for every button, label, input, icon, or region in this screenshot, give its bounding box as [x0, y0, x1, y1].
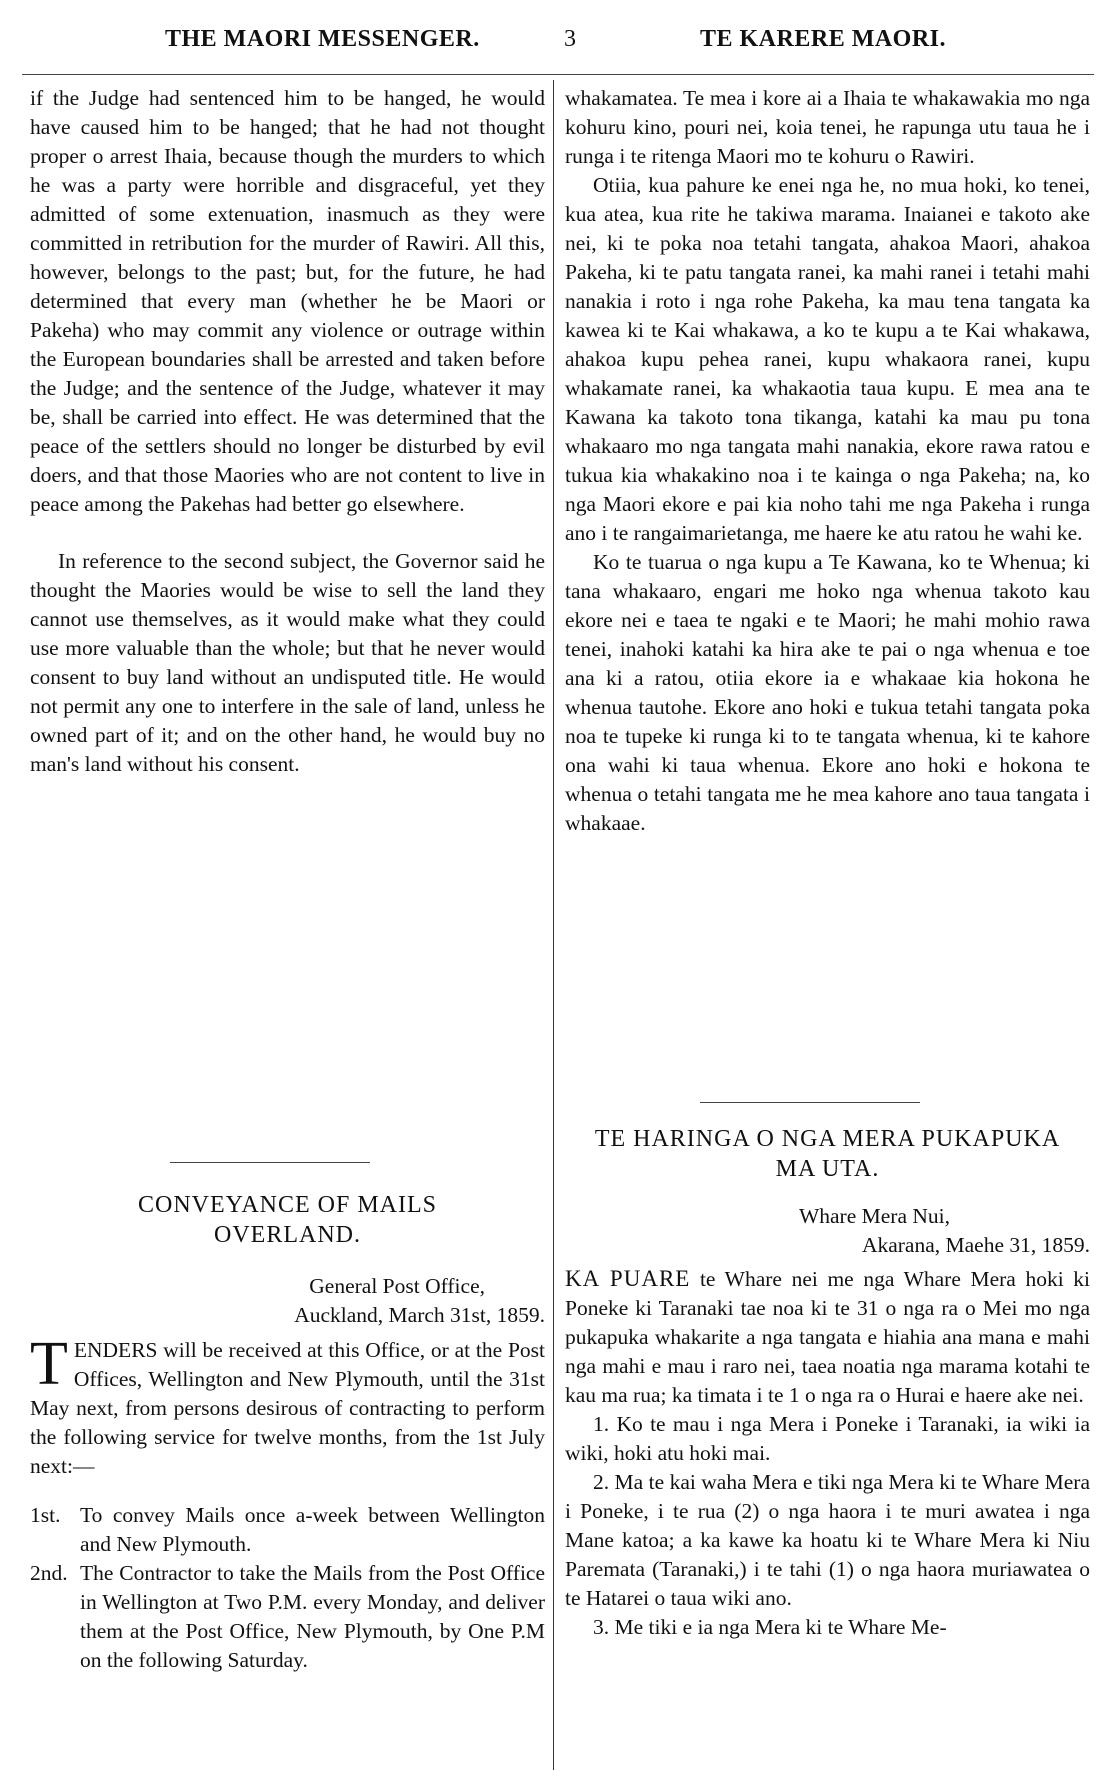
mails-body-text: ENDERS will be received at this Office, or at the Post Offices, Wellington and New Plymouth, until the 31st May next, from persons desirous of contracting to perform the following service for twelve months, from the 1st July next:—	[30, 1338, 545, 1478]
mera-notice	[565, 1124, 1090, 1642]
list-item: 3. Me tiki e ia nga Mera ki te Whare Me-	[593, 1615, 947, 1639]
page-header	[0, 26, 1114, 66]
section-rule-right	[700, 1102, 920, 1103]
mails-office: General Post Office,	[309, 1274, 485, 1298]
mails-conditions-list	[30, 1501, 545, 1675]
mera-lead: KA PUARE	[565, 1266, 691, 1291]
article-maori-paragraph-3: Ko te tuarua o nga kupu a Te Kawana, ko te Whenua; ki tana whakaaro, engari me hoko nga whenua takoto kau ekore nei e taea te ngaki e te Maori; he mahi mohio rawa tenei, inahoki katahi ka hira ake te pai o nga whenua e toe ana ki a ratou, otiia ekore ia e whakaae kia hokona he whenua tautohe. Ekore ano hoki e tukua tetahi tangata poka noa te tupeke ki runga ki to te tangata whenua, ki te kahore ona wahi ki taua whenua. Ekore ano hoki e hokona te whenua o tetahi tangata me he mea kahore ano taua tangata i whakaae.	[565, 550, 1090, 835]
mera-body-text: te Whare nei me nga Whare Mera hoki ki Poneke ki Taranaki tae noa ki te 31 o nga ra o Mei mo nga pukapuka whakarite a nga tangata e hiahia ana mana e mahi nga mahi e mau i raro nei, taea noatia nga marama kotahi te kau ma rua; ka timata i te 1 o nga ra o Hurai e haere ake nei.	[565, 1267, 1091, 1407]
list-item-text: The Contractor to take the Mails from the Post Office in Wellington at Two P.M. every Monday, and deliver them at the Post Office, New Plymouth, by One P.M on the following Saturday.	[80, 1561, 545, 1672]
list-item	[30, 1559, 545, 1675]
column-divider	[553, 80, 554, 1770]
list-item-text: To convey Mails once a-week between Wellington and New Plymouth.	[80, 1503, 545, 1556]
list-item: 2. Ma te kai waha Mera e tiki nga Mera ki te Whare Mera i Poneke, i te rua (2) o nga haora i te muri awatea i nga Mane katoa; a ka kawe ka hoatu ki te Whare Mera ki Niu Paremata (Taranaki,) i te tahi (1) o nga haora muriawatea o te Hatarei o taua wiki ano.	[565, 1470, 1090, 1610]
header-rule	[22, 74, 1094, 75]
mails-place-date: Auckland, March 31st, 1859.	[294, 1303, 545, 1327]
drop-cap: T	[30, 1330, 68, 1398]
mails-notice-title: CONVEYANCE OF MAILS OVERLAND.	[137, 1192, 438, 1248]
mails-body	[30, 1330, 545, 1481]
mera-office: Whare Mera Nui,	[798, 1204, 950, 1228]
mera-body	[565, 1264, 1090, 1410]
right-column	[565, 84, 1090, 838]
section-rule-left	[170, 1162, 370, 1163]
header-english-title: THE MAORI MESSENGER.	[165, 26, 480, 52]
list-item-number: 1st.	[30, 1503, 61, 1527]
article-continuation-english: if the Judge had sentenced him to be hanged, he would have caused him to be hanged; that he had not thought proper o arrest Ihaia, because though the murders to which he was a party were horrible and disgraceful, yet they admitted of some extenuation, inasmuch as they were committed in retribution for the murder of Rawiri. All this, however, belongs to the past; but, for the future, he had determined that every man (whether he be Maori or Pakeha) who may commit any violence or outrage within the European boundaries shall be arrested and taken before the Judge; and the sentence of the Judge, whatever it may be, shall be carried into effect. He was determined that the peace of the settlers should no longer be disturbed by evil doers, and that those Maories who are not content to live in peace among the Pakehas had better go elsewhere.	[30, 86, 545, 516]
list-item-number: 2nd.	[30, 1561, 68, 1585]
mera-place-date: Akarana, Maehe 31, 1859.	[861, 1233, 1090, 1257]
article-land-paragraph: In reference to the second subject, the Governor said he thought the Maories would be wise to sell the land they cannot use themselves, as it would make what they could use more valuable than the whole; but that he never would consent to buy land without an undisputed title. He would not permit any one to interfere in the sale of land, unless he owned part of it; and on the other hand, he would buy no man's land without his consent.	[30, 549, 545, 776]
list-item	[30, 1501, 545, 1559]
mera-notice-title: TE HARINGA O NGA MERA PUKAPUKA MA UTA.	[594, 1126, 1061, 1182]
article-maori-paragraph-2: Otiia, kua pahure ke enei nga he, no mua hoki, ko tenei, kua atea, kua rite he takiwa marama. Inaianei e takoto ake nei, ki te poka noa tetahi tangata, ahakoa Maori, ahakoa Pakeha, ki te patu tangata ranei, ka mahi ranei i tetahi mahi nanakia i roto i nga rohe Pakeha, ka mau tena tangata ka kawea ki te Kai whakawa, a ko te kupu a te Kai whakawa, ahakoa kupu pehea ranei, kupu whakaora ranei, kupu whakamate ranei, ka whakaotia taua kupu. E mea ana te Kawana ka takoto tona tikanga, katahi ka mau pu tona whakaaro mo nga tangata mahi nanakia, ekore rawa ratou e tukua kia whakakino noa i te kainga o nga Pakeha; na, ko nga Maori ekore e pai kia noho tahi me nga Pakeha i runga ano i te rangaimarietanga, me haere ke atu ratou he wahi ke.	[565, 173, 1090, 545]
left-column	[30, 84, 545, 779]
article-continuation-maori: whakamatea. Te mea i kore ai a Ihaia te whakawakia mo nga kohuru kino, pouri nei, koia tenei, he rapunga utu taua he i runga i te ritenga Maori mo te kohuru o Rawiri.	[565, 86, 1090, 168]
list-item: 1. Ko te mau i nga Mera i Poneke i Taranaki, ia wiki ia wiki, hoki atu hoki mai.	[565, 1412, 1090, 1465]
mails-notice	[30, 1190, 545, 1675]
header-maori-title: TE KARERE MAORI.	[700, 26, 947, 52]
page-number: 3	[564, 26, 577, 52]
